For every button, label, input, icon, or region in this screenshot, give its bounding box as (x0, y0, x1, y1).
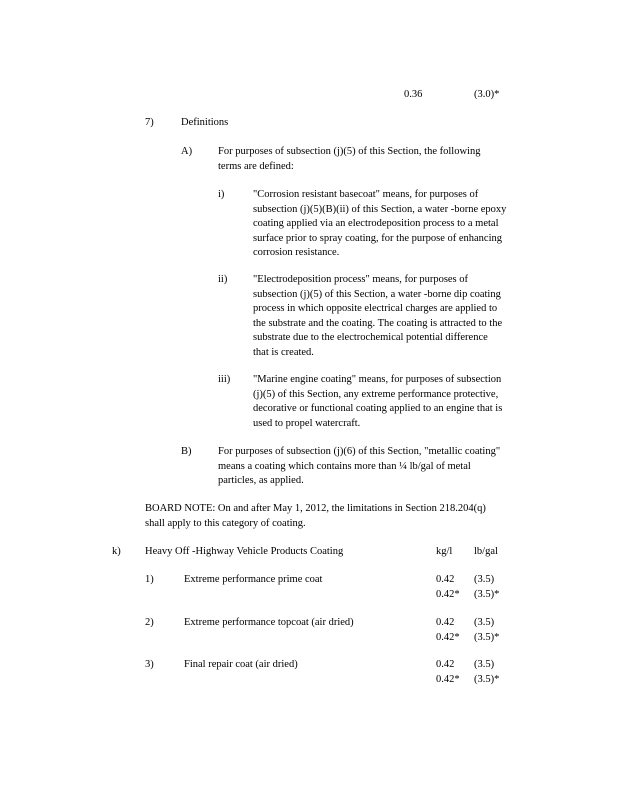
lb-value: (3.5) (474, 617, 495, 628)
text-line: that is created. (253, 346, 314, 358)
text-line: For purposes of subsection (j)(6) of this Section, "metallic coating" (218, 446, 501, 457)
text-line: (j)(5) of this Section, any extreme performance protective, (253, 388, 499, 400)
text-line: subsection (j)(5)(B)(ii) of this Section, a water -borne epoxy (253, 203, 507, 215)
lb-value: (3.5)* (474, 588, 500, 600)
lb-value: (3.5)* (474, 631, 500, 643)
definition-iii-number: iii) (218, 374, 231, 385)
text-line: BOARD NOTE: On and after May 1, 2012, the limitations in Section 218.204(q) (145, 503, 486, 514)
text-line: For purposes of subsection (j)(5) of this Section, the following (218, 146, 481, 157)
top-kg-value: 0.36 (404, 89, 423, 100)
definition-B-label: B) (181, 446, 192, 457)
text-line: substrate due to the electrochemical potential difference (253, 332, 488, 343)
definition-A-label: A) (181, 146, 193, 157)
column-header-kg: kg/l (436, 546, 453, 557)
definition-i-number: i) (218, 189, 225, 200)
text-line: terms are defined: (218, 160, 294, 172)
text-line: subsection (j)(5) of this Section, a water -borne dip coating (253, 288, 501, 300)
text-line: shall apply to this category of coating. (145, 517, 306, 529)
coating-2-name: Extreme performance topcoat (air dried) (184, 617, 354, 628)
text-line: means a coating which contains more than ¼ lb/gal of metal (218, 460, 471, 472)
text-line: corrosion resistance. (253, 247, 340, 258)
definition-i-text (253, 188, 506, 261)
coating-2-kg (436, 616, 460, 645)
definition-B-text (218, 445, 500, 489)
lb-value: (3.5) (474, 659, 495, 670)
coating-2-lb (474, 616, 499, 645)
coating-1-name: Extreme performance prime coat (184, 574, 323, 585)
column-header-lb: lb/gal (474, 546, 498, 557)
coating-3-name: Final repair coat (air dried) (184, 659, 298, 670)
definition-iii-text (253, 373, 502, 431)
coating-3-kg (436, 658, 460, 687)
coating-1-lb (474, 573, 499, 602)
text-line: coating applied via an electrodeposition process to a metal (253, 218, 499, 229)
text-line: the substrate and the coating. The coating is attracted to the (253, 317, 503, 329)
kg-value: 0.42 (436, 574, 455, 585)
kg-value: 0.42* (436, 588, 460, 600)
text-line: "Marine engine coating" means, for purposes of subsection (253, 374, 502, 385)
text-line: decorative or functional coating applied to an engine that is (253, 403, 503, 414)
kg-value: 0.42 (436, 617, 455, 628)
coating-2-number: 2) (145, 617, 154, 628)
text-line: "Electrodeposition process" means, for purposes of (253, 274, 469, 285)
text-line: used to propel watercraft. (253, 417, 361, 429)
kg-value: 0.42 (436, 659, 455, 670)
section-k-label: k) (112, 546, 121, 557)
lb-value: (3.5) (474, 574, 495, 585)
text-line: process in which opposite electrical charges are applied to (253, 303, 498, 314)
coating-3-lb (474, 658, 499, 687)
definition-A-text (218, 145, 480, 174)
kg-value: 0.42* (436, 631, 460, 643)
lb-value: (3.5)* (474, 673, 500, 685)
section-7-title: Definitions (181, 117, 229, 128)
coating-1-number: 1) (145, 574, 154, 585)
kg-value: 0.42* (436, 673, 460, 685)
text-line: particles, as applied. (218, 475, 304, 486)
top-lb-value: (3.0)* (474, 89, 500, 100)
section-7-number: 7) (145, 117, 154, 128)
text-line: surface prior to spray coating, for the purpose of enhancing (253, 232, 502, 244)
coating-1-kg (436, 573, 460, 602)
section-k-title: Heavy Off -Highway Vehicle Products Coating (145, 546, 344, 557)
definition-ii-text (253, 273, 502, 360)
board-note (145, 502, 486, 531)
definition-ii-number: ii) (218, 274, 228, 285)
coating-3-number: 3) (145, 659, 154, 670)
text-line: "Corrosion resistant basecoat" means, for purposes of (253, 189, 479, 200)
